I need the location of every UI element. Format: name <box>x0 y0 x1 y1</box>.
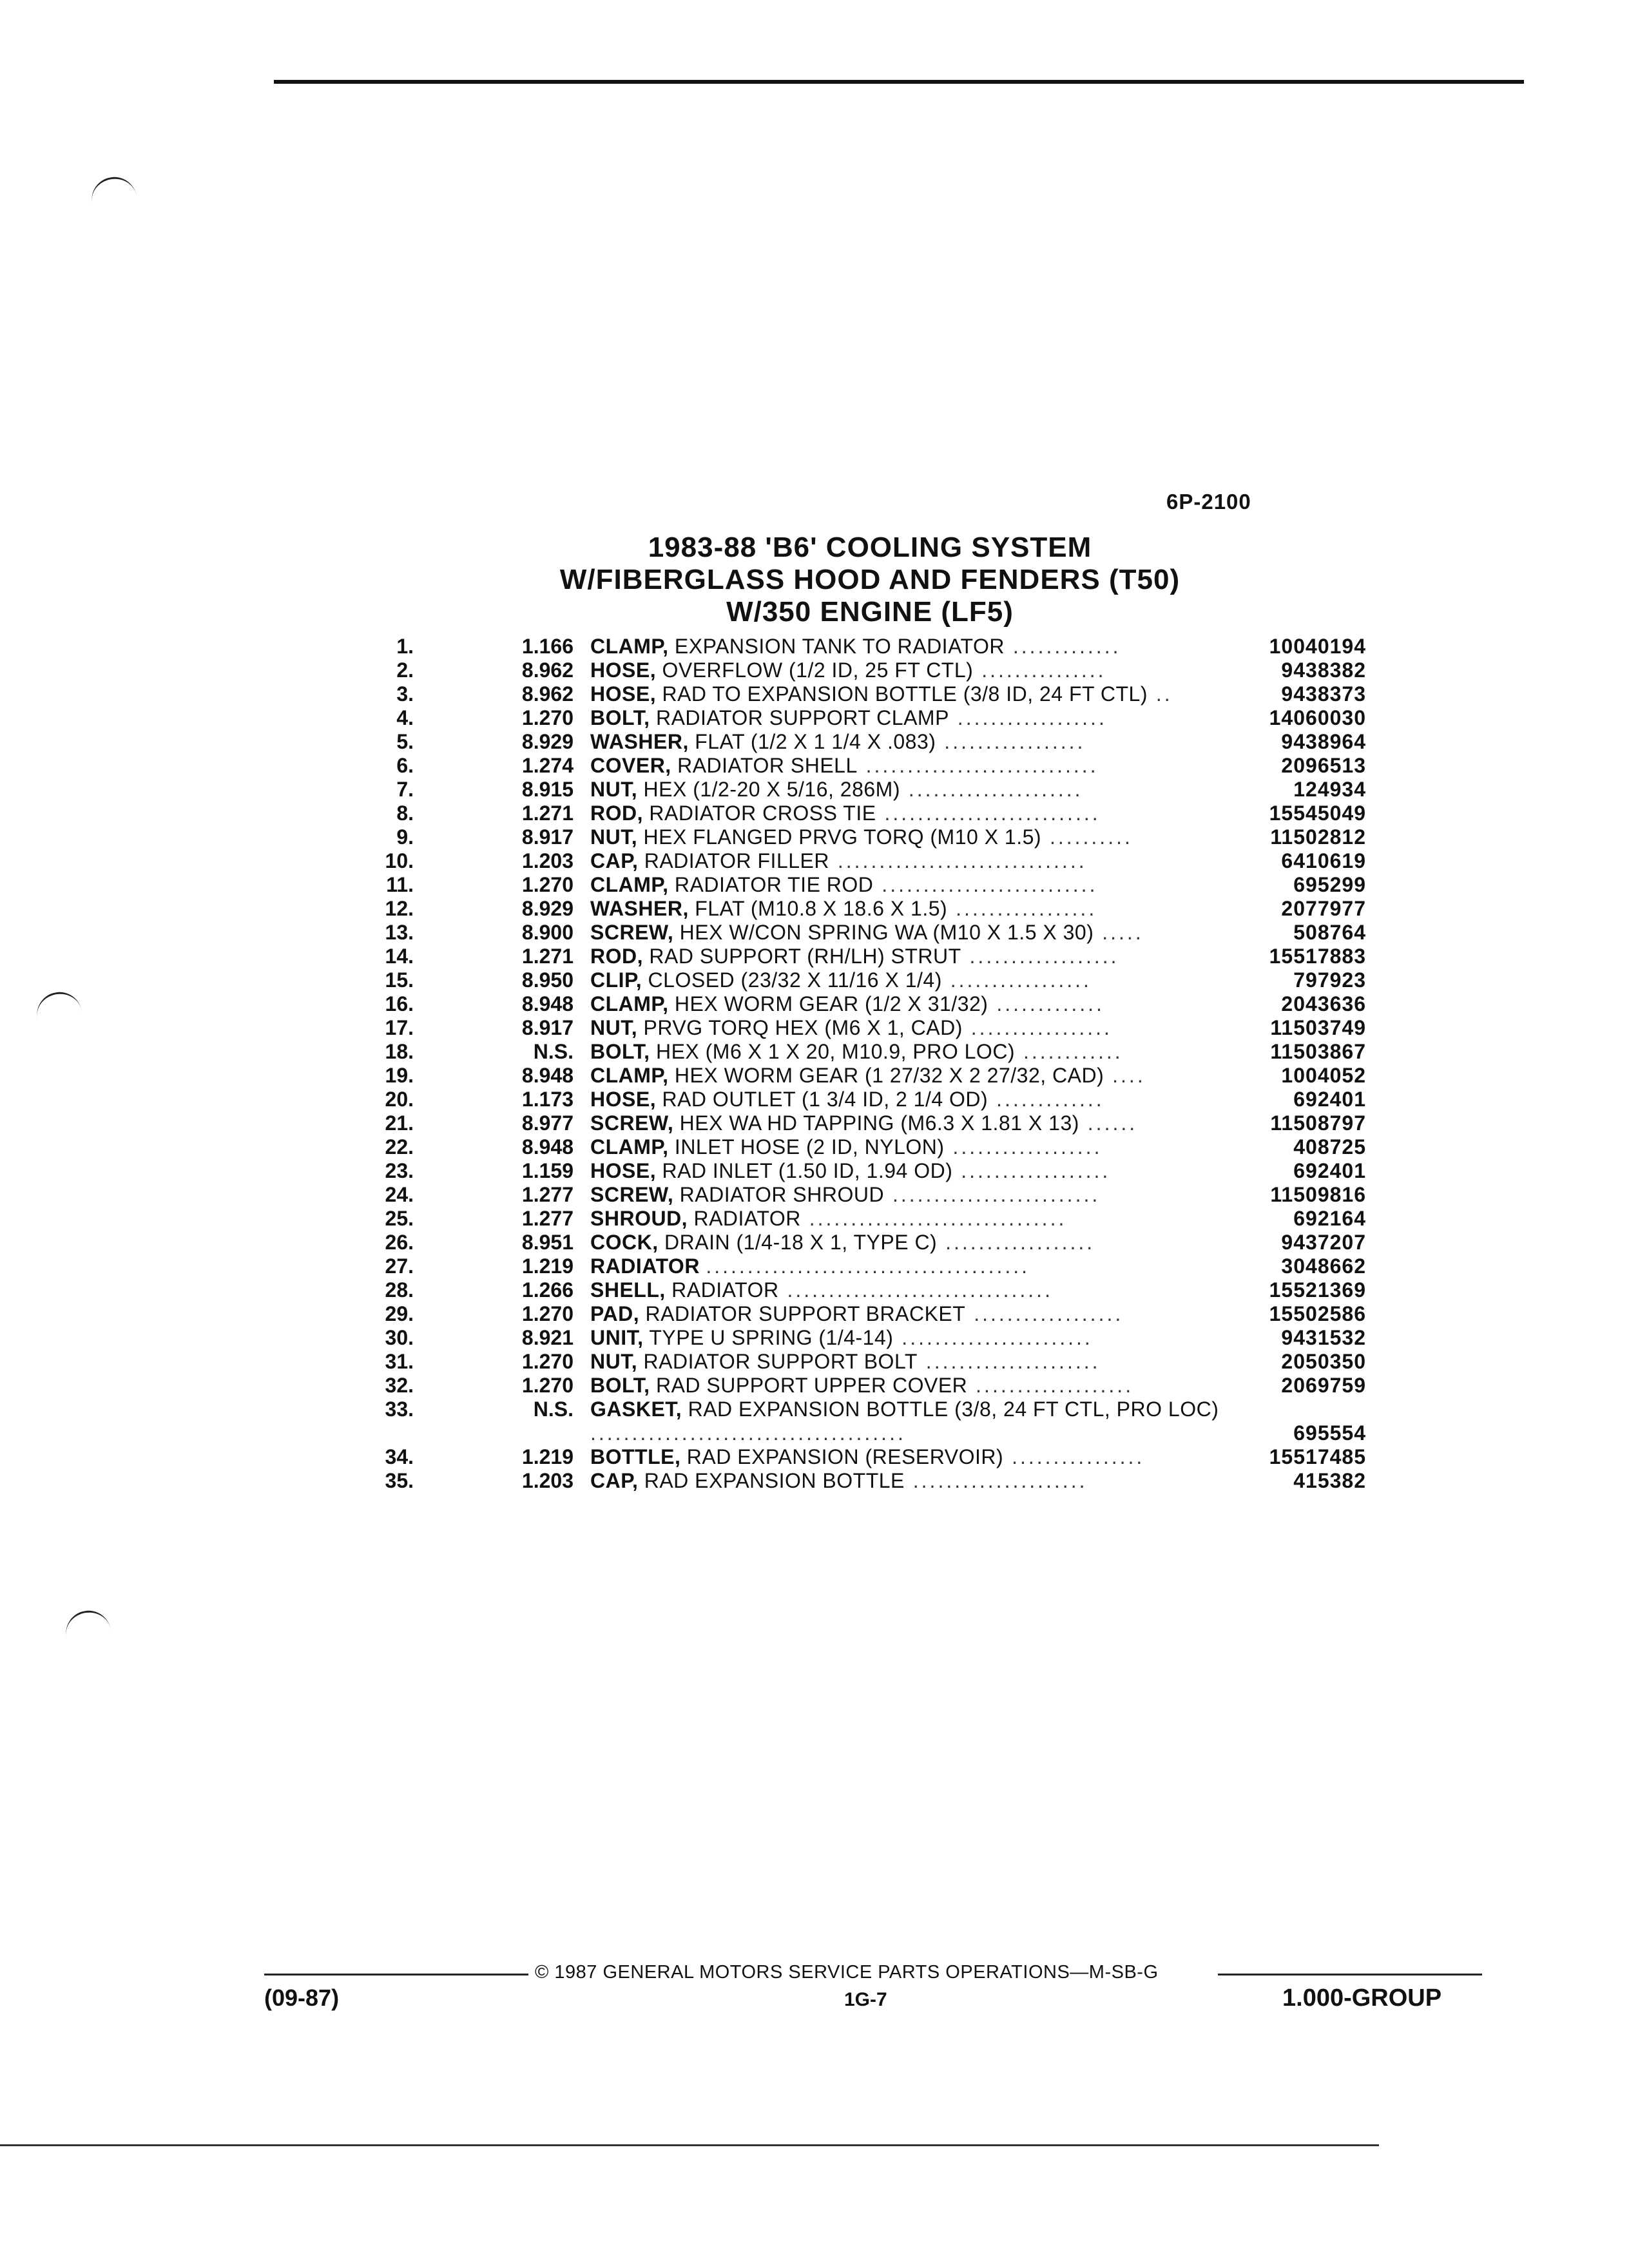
part-keyword: ROD, <box>590 945 643 968</box>
part-description <box>590 1135 1235 1159</box>
page-ref: 6P-2100 <box>1166 490 1251 514</box>
part-description-text: RAD EXPANSION (RESERVOIR) <box>686 1445 1004 1468</box>
part-item-number: 14. <box>385 945 414 968</box>
part-number: 15545049 <box>1269 802 1366 825</box>
part-description-text: HEX WORM GEAR (1/2 X 31/32) <box>674 992 988 1015</box>
parts-list <box>361 635 1366 1493</box>
part-row <box>361 1016 1366 1040</box>
part-ref-code: 1.270 <box>521 706 574 729</box>
part-keyword: HOSE, <box>590 1088 657 1111</box>
part-keyword: SHROUD, <box>590 1207 688 1230</box>
part-description-text: RAD SUPPORT (RH/LH) STRUT <box>649 945 961 968</box>
part-leader-dots: .......................... <box>876 802 1101 825</box>
part-keyword: NUT, <box>590 778 638 801</box>
scan-mark-3 <box>63 1607 111 1642</box>
part-description <box>590 1231 1235 1254</box>
part-description-text: RAD SUPPORT UPPER COVER <box>655 1374 968 1397</box>
part-ref-code: 8.962 <box>521 658 574 682</box>
top-rule <box>274 80 1524 84</box>
part-description <box>590 1445 1235 1469</box>
part-description-text: HEX (1/2-20 X 5/16, 286M) <box>643 778 900 801</box>
part-number: 2069759 <box>1281 1374 1366 1397</box>
part-description <box>590 1016 1235 1040</box>
part-ref-code: 8.929 <box>521 897 574 920</box>
part-number: 9438382 <box>1281 658 1366 682</box>
part-ref-code: 8.977 <box>521 1111 574 1135</box>
part-description <box>590 1302 1235 1326</box>
part-item-number: 19. <box>385 1064 414 1087</box>
part-row <box>361 1088 1366 1111</box>
part-number: 15517883 <box>1269 945 1366 968</box>
part-leader-dots: ......................... <box>884 1183 1101 1206</box>
part-description-text: RAD OUTLET (1 3/4 ID, 2 1/4 OD) <box>662 1088 988 1111</box>
title-line-2: W/FIBERGLASS HOOD AND FENDERS (T50) <box>559 564 1181 595</box>
part-number: 10040194 <box>1269 635 1366 658</box>
part-keyword: NUT, <box>590 825 638 849</box>
part-description <box>590 658 1235 682</box>
part-keyword: NUT, <box>590 1016 638 1039</box>
part-description-text: CLOSED (23/32 X 11/16 X 1/4) <box>648 968 942 992</box>
part-description-text: FLAT (M10.8 X 18.6 X 1.5) <box>695 897 948 920</box>
part-description <box>590 730 1235 754</box>
part-keyword: COCK, <box>590 1231 659 1254</box>
part-description <box>590 802 1235 825</box>
part-ref-code: 8.948 <box>521 1064 574 1087</box>
part-item-number: 13. <box>385 921 414 944</box>
part-description <box>590 1159 1235 1183</box>
part-description-text: RADIATOR SUPPORT BOLT <box>643 1350 918 1373</box>
part-item-number: 35. <box>385 1469 414 1492</box>
part-number: 11502812 <box>1270 825 1366 849</box>
part-number: 11509816 <box>1270 1183 1366 1206</box>
part-ref-code: 1.277 <box>521 1183 574 1206</box>
part-keyword: HOSE, <box>590 1159 657 1182</box>
part-number: 11508797 <box>1270 1111 1366 1135</box>
part-leader-dots: ................. <box>947 897 1097 920</box>
part-ref-code: 8.948 <box>521 1135 574 1158</box>
part-item-number: 18. <box>385 1040 414 1063</box>
part-number: 2050350 <box>1281 1350 1366 1373</box>
footer-rule-right <box>1218 1974 1482 1975</box>
part-item-number: 7. <box>396 778 414 801</box>
part-ref-code: 8.917 <box>521 1016 574 1039</box>
part-leader-dots: ...... <box>1079 1111 1138 1135</box>
part-description <box>590 1183 1235 1207</box>
part-ref-code: 1.219 <box>521 1254 574 1278</box>
part-keyword: NUT, <box>590 1350 638 1373</box>
part-leader-dots: .................. <box>949 706 1107 729</box>
part-ref-code: 1.203 <box>521 849 574 872</box>
part-leader-dots: .................. <box>937 1231 1095 1254</box>
part-item-number: 25. <box>385 1207 414 1230</box>
part-number: 692164 <box>1293 1207 1366 1230</box>
part-number: 408725 <box>1293 1135 1366 1158</box>
footer-date: (09-87) <box>264 1984 340 2011</box>
part-ref-code: 8.948 <box>521 992 574 1015</box>
part-ref-code: 1.277 <box>521 1207 574 1230</box>
part-row <box>361 778 1366 802</box>
part-item-number: 3. <box>396 682 414 706</box>
part-description-text: OVERFLOW (1/2 ID, 25 FT CTL) <box>662 658 974 682</box>
part-ref-code: 8.951 <box>521 1231 574 1254</box>
part-ref-code: 8.915 <box>521 778 574 801</box>
part-number: 9431532 <box>1281 1326 1366 1349</box>
part-item-number: 11. <box>386 873 414 896</box>
part-number: 15517485 <box>1269 1445 1366 1468</box>
part-number: 695299 <box>1293 873 1366 896</box>
part-number: 9438373 <box>1281 682 1366 706</box>
part-ref-code: 8.962 <box>521 682 574 706</box>
part-number: 415382 <box>1293 1469 1366 1492</box>
part-row <box>361 1350 1366 1374</box>
scan-mark-1 <box>88 173 137 209</box>
part-ref-code: 1.271 <box>521 802 574 825</box>
part-leader-dots: .................. <box>952 1159 1111 1182</box>
part-keyword: CLIP, <box>590 968 642 992</box>
part-description-text: EXPANSION TANK TO RADIATOR <box>674 635 1005 658</box>
part-leader-dots: ................ <box>1003 1445 1145 1468</box>
part-leader-dots: .... <box>1104 1064 1146 1087</box>
part-row <box>361 1278 1366 1302</box>
part-keyword: HOSE, <box>590 682 657 706</box>
part-description-text: RADIATOR SHELL <box>677 754 858 777</box>
part-ref-code: 1.271 <box>521 945 574 968</box>
part-row <box>361 1159 1366 1183</box>
part-description-text: HEX WORM GEAR (1 27/32 X 2 27/32, CAD) <box>674 1064 1104 1087</box>
part-keyword: BOLT, <box>590 706 650 729</box>
part-number: 2096513 <box>1281 754 1366 777</box>
part-ref-code: 8.950 <box>521 968 574 992</box>
part-item-number: 30. <box>385 1326 414 1349</box>
part-leader-dots: ............ <box>1015 1040 1123 1063</box>
part-row <box>361 682 1366 706</box>
part-row <box>361 1040 1366 1064</box>
part-item-number: 15. <box>385 968 414 992</box>
part-row <box>361 1207 1366 1231</box>
part-description-text: RAD EXPANSION BOTTLE <box>644 1469 905 1492</box>
part-description-text: RADIATOR CROSS TIE <box>649 802 876 825</box>
part-description-text: HEX W/CON SPRING WA (M10 X 1.5 X 30) <box>679 921 1094 944</box>
part-description <box>590 849 1235 873</box>
part-row <box>361 1135 1366 1159</box>
part-row <box>361 992 1366 1016</box>
part-leader-dots: .......................... <box>873 873 1098 896</box>
part-row <box>361 945 1366 968</box>
part-row <box>361 1183 1366 1207</box>
part-item-number: 1. <box>396 635 414 658</box>
part-leader-dots: ....................... <box>893 1326 1093 1349</box>
part-description-text: HEX FLANGED PRVG TORQ (M10 X 1.5) <box>643 825 1042 849</box>
part-leader-dots: ............... <box>973 658 1106 682</box>
part-ref-code: N.S. <box>533 1040 574 1063</box>
part-description <box>590 1088 1235 1111</box>
part-keyword: BOLT, <box>590 1374 650 1397</box>
part-description <box>590 682 1235 706</box>
title-line-3: W/350 ENGINE (LF5) <box>726 596 1014 628</box>
part-item-number: 24. <box>385 1183 414 1206</box>
part-description-text: RADIATOR <box>693 1207 801 1230</box>
part-keyword: CLAMP, <box>590 873 669 896</box>
part-ref-code: 1.173 <box>521 1088 574 1111</box>
title-line-1: 1983-88 'B6' COOLING SYSTEM <box>648 532 1092 563</box>
part-number: 15502586 <box>1269 1302 1366 1325</box>
part-item-number: 9. <box>396 825 414 849</box>
part-leader-dots: .................. <box>944 1135 1103 1158</box>
part-item-number: 12. <box>385 897 414 920</box>
part-leader-dots: ................... <box>967 1374 1134 1397</box>
part-row <box>361 1254 1366 1278</box>
scan-mark-2 <box>34 988 82 1024</box>
part-item-number: 16. <box>385 992 414 1015</box>
part-leader-dots: ................. <box>941 968 1092 992</box>
part-keyword: CLAMP, <box>590 635 669 658</box>
part-leader-dots: .......... <box>1041 825 1133 849</box>
part-row <box>361 1469 1366 1493</box>
part-description-text: HEX WA HD TAPPING (M6.3 X 1.81 X 13) <box>679 1111 1079 1135</box>
part-description-text: DRAIN (1/4-18 X 1, TYPE C) <box>664 1231 938 1254</box>
part-item-number: 2. <box>396 658 414 682</box>
part-keyword: WASHER, <box>590 730 689 753</box>
part-item-number: 33. <box>385 1398 414 1421</box>
part-leader-dots: .............................. <box>829 849 1087 872</box>
part-keyword: UNIT, <box>590 1326 644 1349</box>
part-row <box>361 706 1366 730</box>
part-row <box>361 897 1366 921</box>
part-row <box>361 849 1366 873</box>
part-number: 692401 <box>1293 1159 1366 1182</box>
part-row <box>361 635 1366 658</box>
part-keyword: CLAMP, <box>590 992 669 1015</box>
part-row <box>361 658 1366 682</box>
part-description-text: RADIATOR SUPPORT BRACKET <box>645 1302 966 1325</box>
part-description <box>590 1040 1235 1064</box>
part-leader-dots: ....................................... <box>706 1254 1030 1278</box>
footer-group: 1.000-GROUP <box>1282 1984 1442 2012</box>
part-number: 9437207 <box>1281 1231 1366 1254</box>
part-row <box>361 1398 1366 1445</box>
part-keyword: GASKET, <box>590 1398 682 1421</box>
part-number: 15521369 <box>1269 1278 1366 1302</box>
part-keyword: ROD, <box>590 802 643 825</box>
part-leader-dots: ..................... <box>917 1350 1101 1373</box>
part-item-number: 20. <box>385 1088 414 1111</box>
part-number: 508764 <box>1293 921 1366 944</box>
part-description <box>590 945 1235 968</box>
part-item-number: 4. <box>396 706 414 729</box>
part-keyword: CLAMP, <box>590 1064 669 1087</box>
part-description <box>590 921 1235 945</box>
part-description <box>590 825 1235 849</box>
part-leader-dots: ............. <box>1005 635 1121 658</box>
part-ref-code: 1.266 <box>521 1278 574 1302</box>
part-keyword: CAP, <box>590 1469 639 1492</box>
part-number: 9438964 <box>1281 730 1366 753</box>
part-ref-code: 1.270 <box>521 1374 574 1397</box>
part-leader-dots: .................. <box>965 1302 1124 1325</box>
part-number: 695554 <box>1293 1421 1366 1445</box>
part-ref-code: 8.917 <box>521 825 574 849</box>
part-number: 1004052 <box>1281 1064 1366 1087</box>
part-item-number: 26. <box>385 1231 414 1254</box>
part-leader-dots: ............. <box>988 992 1104 1015</box>
part-description-text: PRVG TORQ HEX (M6 X 1, CAD) <box>643 1016 963 1039</box>
part-description-text: INLET HOSE (2 ID, NYLON) <box>674 1135 945 1158</box>
part-row <box>361 1302 1366 1326</box>
part-ref-code: 8.900 <box>521 921 574 944</box>
part-keyword: PAD, <box>590 1302 640 1325</box>
part-ref-code: 1.159 <box>521 1159 574 1182</box>
part-ref-code: 1.166 <box>521 635 574 658</box>
part-description-text: RADIATOR SUPPORT CLAMP <box>655 706 949 729</box>
part-leader-dots: ..... <box>1094 921 1144 944</box>
part-row <box>361 873 1366 897</box>
part-item-number: 6. <box>396 754 414 777</box>
part-description-text: FLAT (1/2 X 1 1/4 X .083) <box>695 730 936 753</box>
part-description <box>590 968 1235 992</box>
part-description-text: HEX (M6 X 1 X 20, M10.9, PRO LOC) <box>655 1040 1016 1063</box>
part-description-text: RAD EXPANSION BOTTLE (3/8, 24 FT CTL, PRO LOC) <box>688 1398 1219 1421</box>
part-description <box>590 992 1235 1016</box>
part-description-text: RADIATOR <box>671 1278 779 1302</box>
part-keyword: SHELL, <box>590 1278 666 1302</box>
part-item-number: 5. <box>396 730 414 753</box>
part-description-text: RAD TO EXPANSION BOTTLE (3/8 ID, 24 FT CTL) <box>662 682 1148 706</box>
part-number: 2043636 <box>1281 992 1366 1015</box>
part-keyword: SCREW, <box>590 921 674 944</box>
part-description <box>590 1374 1235 1398</box>
part-item-number: 8. <box>396 802 414 825</box>
part-row <box>361 825 1366 849</box>
part-ref-code: 8.929 <box>521 730 574 753</box>
part-description-text: RAD INLET (1.50 ID, 1.94 OD) <box>662 1159 953 1182</box>
part-description <box>590 1254 1235 1278</box>
part-keyword: WASHER, <box>590 897 689 920</box>
part-leader-dots: ................. <box>936 730 1086 753</box>
part-description <box>590 1398 1235 1445</box>
part-item-number: 17. <box>385 1016 414 1039</box>
part-ref-code: 1.270 <box>521 873 574 896</box>
part-number: 11503867 <box>1270 1040 1366 1063</box>
part-keyword: SCREW, <box>590 1183 674 1206</box>
footer-copyright: © 1987 GENERAL MOTORS SERVICE PARTS OPERATIONS—M-SB-G <box>535 1962 1159 1983</box>
part-row <box>361 1231 1366 1254</box>
part-keyword: HOSE, <box>590 658 657 682</box>
part-description <box>590 778 1235 802</box>
part-description <box>590 897 1235 921</box>
part-ref-code: N.S. <box>533 1398 574 1421</box>
part-description <box>590 1326 1235 1350</box>
part-row <box>361 802 1366 825</box>
part-number: 11503749 <box>1270 1016 1366 1039</box>
title-block <box>451 532 1289 628</box>
part-number: 2077977 <box>1281 897 1366 920</box>
part-description <box>590 1278 1235 1302</box>
part-description <box>590 706 1235 730</box>
part-row <box>361 1374 1366 1398</box>
part-row <box>361 1064 1366 1088</box>
part-number: 692401 <box>1293 1088 1366 1111</box>
part-keyword: COVER, <box>590 754 671 777</box>
part-ref-code: 8.921 <box>521 1326 574 1349</box>
part-item-number: 29. <box>385 1302 414 1325</box>
part-item-number: 32. <box>385 1374 414 1397</box>
part-keyword: CLAMP, <box>590 1135 669 1158</box>
part-leader-dots: ............. <box>988 1088 1104 1111</box>
part-leader-dots: ................................ <box>778 1278 1053 1302</box>
part-ref-code: 1.270 <box>521 1350 574 1373</box>
part-item-number: 31. <box>385 1350 414 1373</box>
part-leader-dots: .................. <box>961 945 1119 968</box>
part-keyword: SCREW, <box>590 1111 674 1135</box>
part-item-number: 34. <box>385 1445 414 1468</box>
part-row <box>361 1326 1366 1350</box>
part-ref-code: 1.270 <box>521 1302 574 1325</box>
part-item-number: 21. <box>385 1111 414 1135</box>
part-description-text: RADIATOR FILLER <box>644 849 829 872</box>
part-leader-dots: ..................... <box>904 1469 1088 1492</box>
part-item-number: 28. <box>385 1278 414 1302</box>
part-leader-dots: ............................ <box>857 754 1099 777</box>
part-description <box>590 1469 1235 1493</box>
part-number: 124934 <box>1293 778 1366 801</box>
part-description <box>590 1207 1235 1231</box>
part-description <box>590 873 1235 897</box>
part-row <box>361 754 1366 778</box>
part-description <box>590 1350 1235 1374</box>
part-description <box>590 1064 1235 1088</box>
bottom-rule <box>0 2144 1379 2146</box>
part-leader-dots: .. <box>1148 682 1173 706</box>
part-keyword: BOTTLE, <box>590 1445 681 1468</box>
part-row <box>361 968 1366 992</box>
part-ref-code: 1.274 <box>521 754 574 777</box>
part-leader-dots: ............................... <box>800 1207 1067 1230</box>
part-description <box>590 754 1235 778</box>
part-keyword: BOLT, <box>590 1040 650 1063</box>
part-leader-dots: ................. <box>962 1016 1112 1039</box>
part-ref-code: 1.219 <box>521 1445 574 1468</box>
part-number: 3048662 <box>1281 1254 1366 1278</box>
part-leader-dots: ...................................... <box>590 1421 906 1445</box>
part-description-text: RADIATOR SHROUD <box>679 1183 885 1206</box>
part-leader-dots: ..................... <box>900 778 1083 801</box>
part-item-number: 10. <box>385 849 414 872</box>
part-item-number: 23. <box>385 1159 414 1182</box>
part-number: 6410619 <box>1281 849 1366 872</box>
part-row <box>361 1111 1366 1135</box>
part-description <box>590 635 1235 658</box>
part-row <box>361 1445 1366 1469</box>
part-ref-code: 1.203 <box>521 1469 574 1492</box>
part-row <box>361 730 1366 754</box>
part-item-number: 27. <box>385 1254 414 1278</box>
part-item-number: 22. <box>385 1135 414 1158</box>
part-description <box>590 1111 1235 1135</box>
part-number: 797923 <box>1293 968 1366 992</box>
part-description-text: RADIATOR TIE ROD <box>674 873 874 896</box>
part-keyword: RADIATOR <box>590 1254 700 1278</box>
part-keyword: CAP, <box>590 849 639 872</box>
part-description-text: TYPE U SPRING (1/4-14) <box>649 1326 894 1349</box>
footer-page-number: 1G-7 <box>844 1989 887 2010</box>
part-row <box>361 921 1366 945</box>
footer-rule-left <box>264 1974 528 1975</box>
part-number: 14060030 <box>1269 706 1366 729</box>
